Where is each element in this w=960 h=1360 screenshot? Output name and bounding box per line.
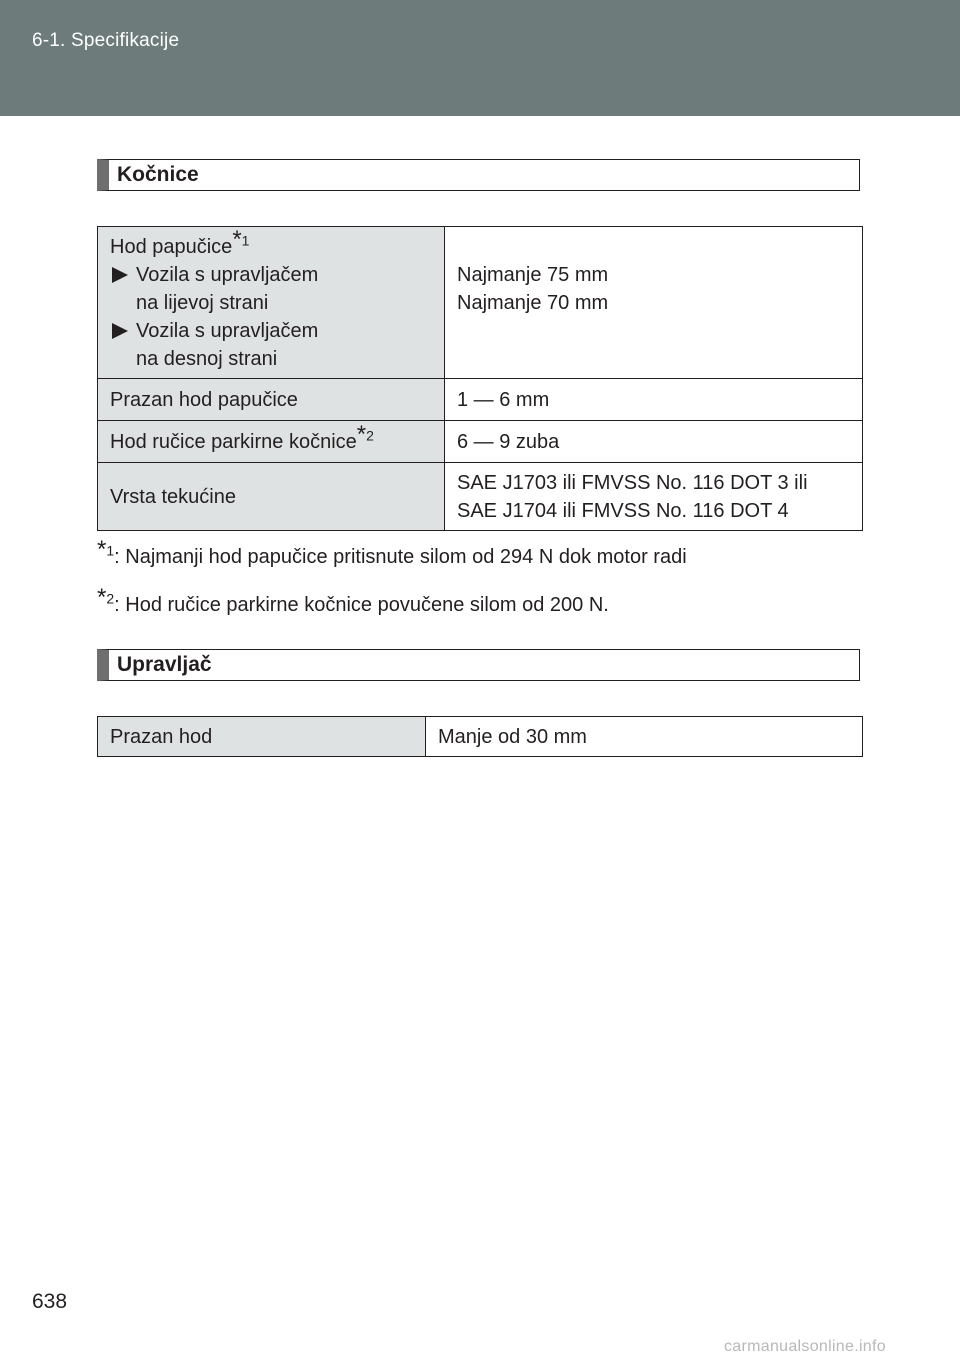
triangle-arrow-icon xyxy=(112,267,128,283)
option-left-hand-drive-cont: na lijevoj strani xyxy=(136,291,269,314)
brakes-section-title: Kočnice xyxy=(117,163,199,186)
asterisk-mark: * xyxy=(356,420,367,448)
fluid-type-value-line1: SAE J1703 ili FMVSS No. 116 DOT 3 ili xyxy=(457,471,808,494)
footnote-mark: 2 xyxy=(106,590,115,607)
steering-section-title: Upravljač xyxy=(117,653,212,676)
parking-lever-label-cell xyxy=(98,421,445,463)
pedal-travel-label-cell xyxy=(98,227,445,379)
parking-lever-label: Hod ručice parkirne kočnice xyxy=(110,430,357,453)
asterisk-mark: * xyxy=(97,584,107,612)
footnote-1 xyxy=(97,536,687,571)
watermark: carmanualsonline.info xyxy=(724,1338,886,1355)
pedal-travel-label: Hod papučice$^{*1}$ xyxy=(110,225,250,258)
steering-free-play-value: Manje od 30 mm xyxy=(426,717,863,757)
table-row xyxy=(98,463,863,531)
footnote-mark: 1 xyxy=(241,231,250,248)
asterisk-mark: * xyxy=(232,225,242,253)
fluid-type-value-cell xyxy=(445,463,863,531)
pedal-free-play-label: Prazan hod papučice xyxy=(98,379,445,421)
table-row xyxy=(98,421,863,463)
triangle-arrow-icon xyxy=(112,323,128,339)
table-row xyxy=(98,717,863,757)
brakes-spec-table xyxy=(97,226,863,531)
table-row xyxy=(98,379,863,421)
footnote-2 xyxy=(97,584,609,619)
steering-section-header xyxy=(97,649,860,681)
parking-lever-value: 6 — 9 zuba xyxy=(445,421,863,463)
pedal-travel-value-left: Najmanje 75 mm xyxy=(457,264,609,286)
pedal-travel-value-cell xyxy=(445,227,863,379)
option-right-hand-drive: Vozila s upravljačem xyxy=(110,317,432,345)
top-banner xyxy=(0,0,960,116)
table-row xyxy=(98,227,863,379)
fluid-type-label: Vrsta tekućine xyxy=(98,463,445,531)
footnote-text: : Hod ručice parkirne kočnice povučene silom od 200 N. xyxy=(114,594,609,616)
section-label: 6-1. Specifikacije xyxy=(32,30,180,51)
steering-free-play-label: Prazan hod xyxy=(98,717,426,757)
fluid-type-value-line2: SAE J1704 ili FMVSS No. 116 DOT 4 xyxy=(457,499,789,522)
option-right-hand-drive-cont: na desnoj strani xyxy=(136,347,278,370)
pedal-free-play-value: 1 — 6 mm xyxy=(445,379,863,421)
steering-spec-table xyxy=(97,716,863,757)
footnote-text: : Najmanji hod papučice pritisnute silom od 294 N dok motor radi xyxy=(114,546,687,568)
brakes-section-header xyxy=(97,159,860,191)
page-number: 638 xyxy=(32,1290,68,1313)
option-left-hand-drive: Vozila s upravljačem xyxy=(110,261,432,289)
footnote-mark: 2 xyxy=(366,426,374,443)
footnote-mark: 1 xyxy=(106,542,115,559)
asterisk-mark: * xyxy=(97,536,107,564)
pedal-travel-value-right: Najmanje 70 mm xyxy=(457,292,609,314)
